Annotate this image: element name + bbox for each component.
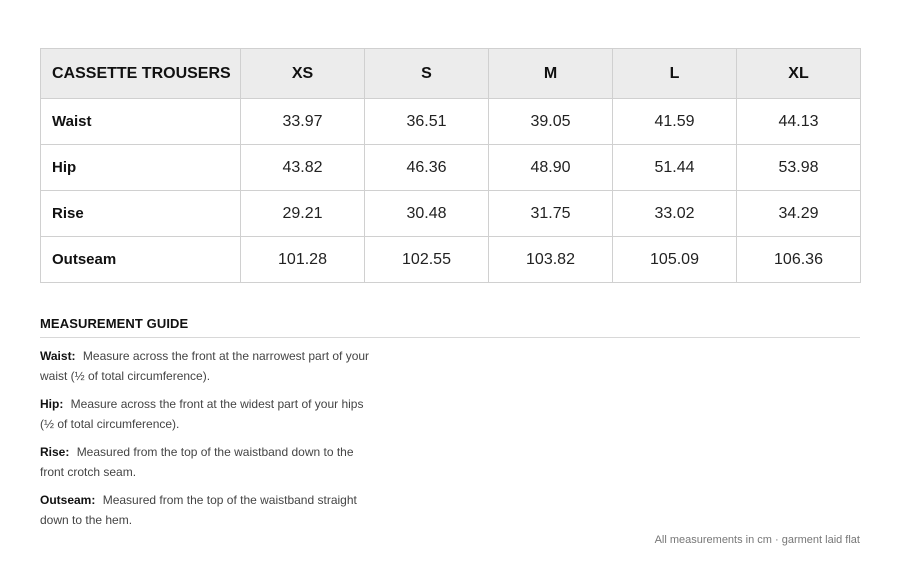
table-cell: 101.28 [241,237,365,283]
table-cell: 34.29 [737,191,861,237]
header-row [41,49,861,99]
measurement-footnote: All measurements in cm · garment laid flat [654,534,860,546]
guide-text: Measured from the top of the waistband straight down to the hem. [40,493,357,527]
guide-text: Measure across the front at the widest part of your hips (½ of total circumference). [40,397,364,431]
size-header-l: L [613,49,737,99]
row-label-outseam: Outseam [41,237,241,283]
table-cell: 33.02 [613,191,737,237]
table-cell: 103.82 [489,237,613,283]
guide-text: Measure across the front at the narrowest part of your waist (½ of total circumference). [40,349,370,383]
guide-term: Waist: [40,349,76,363]
table-cell: 48.90 [489,145,613,191]
table-cell: 36.51 [365,99,489,145]
product-title: CASSETTE TROUSERS [41,49,241,99]
table-cell: 41.59 [613,99,737,145]
guide-list [40,346,860,530]
table-cell: 29.21 [241,191,365,237]
table-row [41,99,861,145]
table-cell: 51.44 [613,145,737,191]
table-cell: 30.48 [365,191,489,237]
table-row [41,237,861,283]
guide-item-rise [40,442,370,482]
size-header-s: S [365,49,489,99]
row-label-hip: Hip [41,145,241,191]
table-row [41,191,861,237]
guide-item-hip [40,394,370,434]
table-cell: 44.13 [737,99,861,145]
guide-term: Hip: [40,397,64,411]
table-cell: 53.98 [737,145,861,191]
size-header-xl: XL [737,49,861,99]
guide-item-outseam [40,490,370,530]
table-row [41,145,861,191]
guide-term: Outseam: [40,493,96,507]
table-cell: 43.82 [241,145,365,191]
table-cell: 106.36 [737,237,861,283]
table-cell: 31.75 [489,191,613,237]
table-cell: 39.05 [489,99,613,145]
table-cell: 33.97 [241,99,365,145]
measurement-guide [40,316,860,538]
size-chart-table [40,48,861,283]
guide-term: Rise: [40,445,70,459]
size-header-m: M [489,49,613,99]
guide-title: MEASUREMENT GUIDE [40,316,860,338]
table-cell: 105.09 [613,237,737,283]
guide-text: Measured from the top of the waistband down to the front crotch seam. [40,445,354,479]
table-cell: 102.55 [365,237,489,283]
row-label-rise: Rise [41,191,241,237]
table-cell: 46.36 [365,145,489,191]
guide-item-waist [40,346,370,386]
size-header-xs: XS [241,49,365,99]
row-label-waist: Waist [41,99,241,145]
